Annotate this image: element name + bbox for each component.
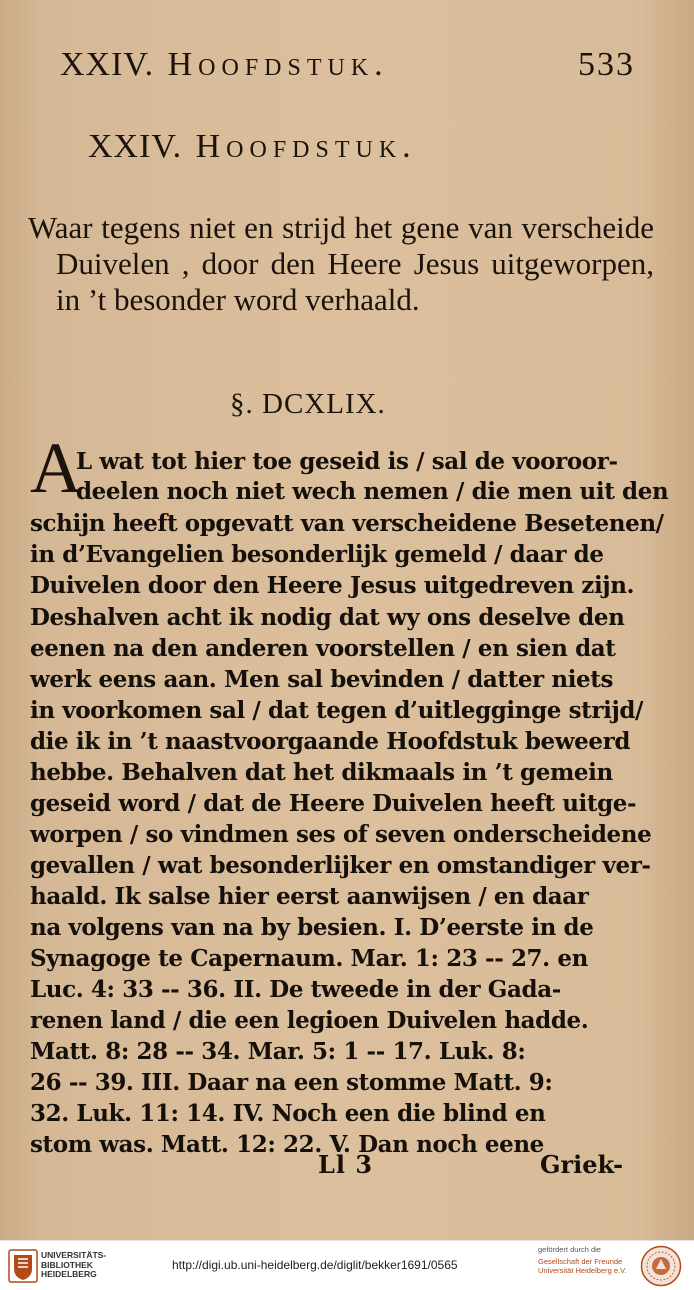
body-line: Duivelen door den Heere Jesus uitgedreven zijn.: [30, 572, 635, 599]
body-line: haald. Ik salse hier eerst aanwijsen / en daar: [30, 883, 589, 910]
page-number: 533: [578, 46, 635, 83]
running-head-roman: XXIV.: [60, 46, 155, 83]
university-library-shield-icon[interactable]: [8, 1249, 38, 1283]
body-line: schijn heeft opgevatt van verscheidene Besetenen/: [30, 510, 664, 537]
body-line: deelen noch niet wech nemen / die men uit den: [76, 478, 669, 505]
body-line: 26 -- 39. III. Daar na een stomme Matt. 9:: [30, 1069, 553, 1096]
body-line: werk eens aan. Men sal bevinden / datter niets: [30, 666, 614, 693]
sponsor-credit[interactable]: [538, 1245, 638, 1275]
permalink-url[interactable]: http://digi.ub.uni-heidelberg.de/diglit/bekker1691/0565: [172, 1258, 458, 1272]
body-line: hebbe. Behalven dat het dikmaals in ’t gemein: [30, 759, 613, 786]
sponsor-name-line: Universität Heidelberg e.V.: [538, 1266, 627, 1275]
body-line: die ik in ’t naastvoorgaande Hoofdstuk beweerd: [30, 728, 631, 755]
body-line: stom was. Matt. 12: 22. V. Dan noch eene: [30, 1131, 544, 1158]
chapter-summary: Waar tegens niet en strijd het gene van verscheide Duivelen , door den Heere Jesus uitgeworpen, in ’t besonder word verhaald.: [28, 210, 654, 317]
body-line: in voorkomen sal / dat tegen d’uitlegginge strijd/: [30, 697, 644, 724]
body-line: Synagoge te Capernaum. Mar. 1: 23 -- 27. en: [30, 945, 588, 972]
library-name[interactable]: [41, 1251, 106, 1280]
catchword: Griek-: [540, 1150, 624, 1179]
library-name-line: HEIDELBERG: [41, 1269, 97, 1279]
chapter-roman: XXIV.: [88, 128, 183, 165]
library-name-line: BIBLIOTHEK: [41, 1259, 93, 1270]
body-line: worpen / so vindmen ses of seven onderscheidene: [30, 821, 652, 848]
drop-cap: A: [30, 428, 82, 508]
body-line: Deshalven acht ik nodig dat wy ons deselve den: [30, 604, 625, 631]
body-line: geseid word / dat de Heere Duivelen heeft uitge-: [30, 790, 637, 817]
viewer-footer: [0, 1240, 694, 1290]
body-line: gevallen / wat besonderlijker en omstandiger ver-: [30, 852, 651, 879]
body-line: Luc. 4: 33 -- 36. II. De tweede in der Gada-: [30, 976, 561, 1003]
chapter-heading: [88, 128, 608, 166]
body-line: L wat tot hier toe geseid is / sal de vooroor-: [76, 448, 618, 475]
university-seal-icon[interactable]: [640, 1245, 682, 1287]
catchword-line: [0, 1150, 694, 1186]
sponsor-prefix: gefördert durch die: [538, 1245, 601, 1254]
running-head-word: Hoofdstuk.: [167, 46, 389, 83]
library-name-line: UNIVERSITÄTS-: [41, 1250, 107, 1260]
body-line: Matt. 8: 28 -- 34. Mar. 5: 1 -- 17. Luk. 8:: [30, 1038, 526, 1065]
running-head: [60, 46, 635, 86]
body-line: 32. Luk. 11: 14. IV. Noch een die blind en: [30, 1100, 546, 1127]
body-line: renen land / die een legioen Duivelen hadde.: [30, 1007, 589, 1034]
signature-mark: Ll 3: [318, 1150, 374, 1179]
body-line: in d’Evangelien besonderlijk gemeld / daar de: [30, 541, 604, 568]
section-heading: §. DCXLIX.: [230, 388, 386, 420]
body-line: na volgens van na by besien. I. D’eerste in de: [30, 914, 594, 941]
chapter-word: Hoofdstuk.: [195, 128, 417, 165]
sponsor-name-line: Gesellschaft der Freunde: [538, 1257, 623, 1266]
running-head-title: [60, 46, 389, 84]
body-line: eenen na den anderen voorstellen / en sien dat: [30, 635, 616, 662]
